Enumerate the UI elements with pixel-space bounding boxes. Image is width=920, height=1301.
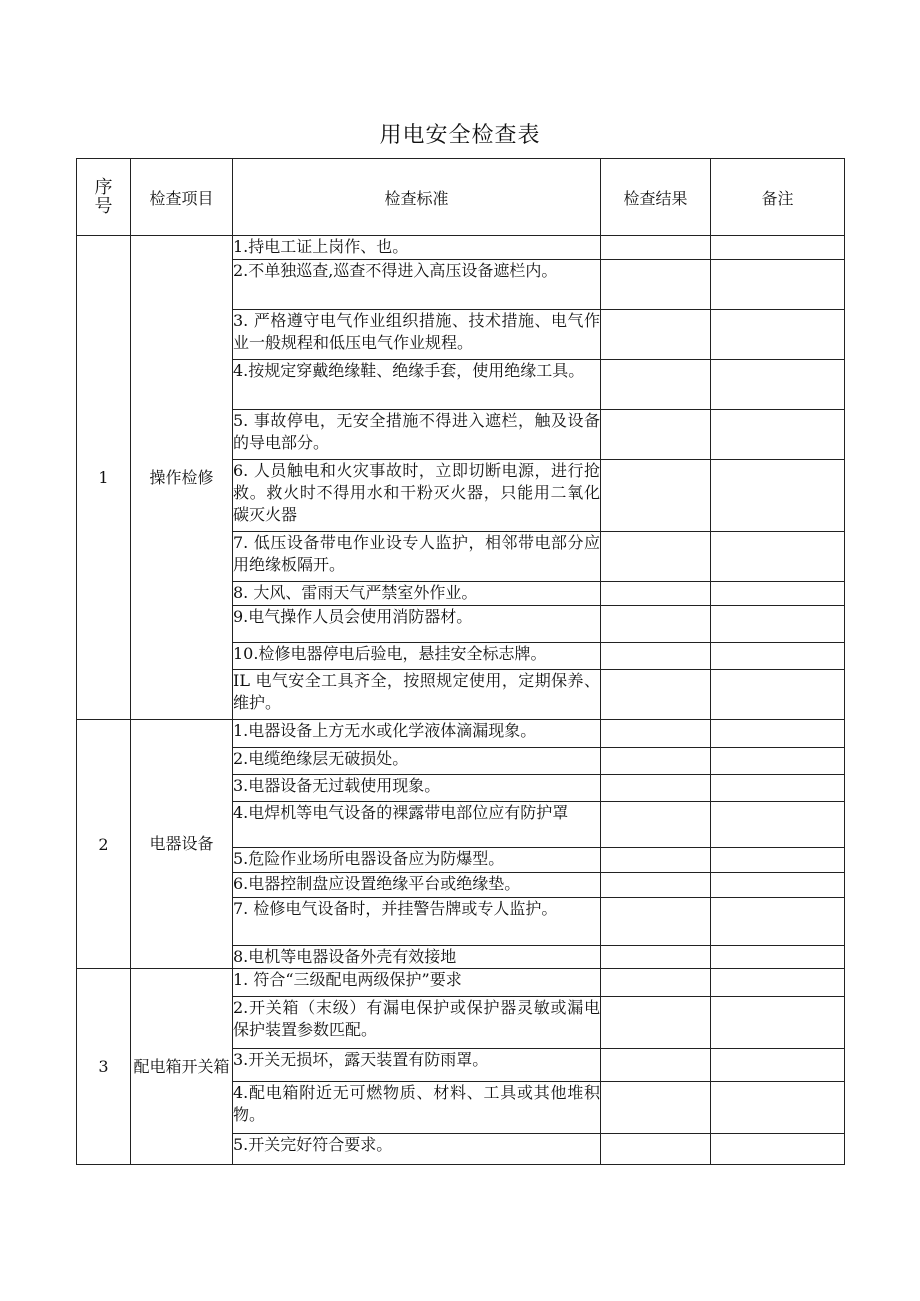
check-standard: 9.电气操作人员会使用消防器材。: [233, 606, 601, 643]
check-standard: 3.电器设备无过载使用现象。: [233, 775, 601, 802]
check-result-cell[interactable]: [601, 310, 711, 360]
remark-cell[interactable]: [711, 873, 845, 898]
check-standard: 2.开关箱（末级）有漏电保护或保护器灵敏或漏电保护装置参数匹配。: [233, 997, 601, 1049]
check-standard: 4.配电箱附近无可燃物质、材料、工具或其他堆积物。: [233, 1082, 601, 1134]
remark-cell[interactable]: [711, 260, 845, 310]
group-category: 操作检修: [131, 236, 233, 720]
remark-cell[interactable]: [711, 720, 845, 748]
check-standard: 6.电器控制盘应设置绝缘平台或绝缘垫。: [233, 873, 601, 898]
check-result-cell[interactable]: [601, 360, 711, 410]
remark-cell[interactable]: [711, 670, 845, 720]
check-standard: 6. 人员触电和火灾事故时，立即切断电源，进行抢救。救火时不得用水和干粉灭火器，只能用二氧化碳灭火器: [233, 460, 601, 532]
check-result-cell[interactable]: [601, 802, 711, 848]
remark-cell[interactable]: [711, 946, 845, 969]
table-row: [77, 720, 845, 748]
check-standard: 10.检修电器停电后验电，悬挂安全标志牌。: [233, 643, 601, 670]
header-seq: 序号: [77, 159, 131, 236]
remark-cell[interactable]: [711, 310, 845, 360]
check-result-cell[interactable]: [601, 873, 711, 898]
remark-cell[interactable]: [711, 748, 845, 775]
remark-cell[interactable]: [711, 410, 845, 460]
check-standard: 7. 低压设备带电作业设专人监护，相邻带电部分应用绝缘板隔开。: [233, 532, 601, 582]
remark-cell[interactable]: [711, 606, 845, 643]
remark-cell[interactable]: [711, 236, 845, 260]
check-standard: 1.持电工证上岗作、也。: [233, 236, 601, 260]
header-item: 检查项目: [131, 159, 233, 236]
remark-cell[interactable]: [711, 997, 845, 1049]
check-result-cell[interactable]: [601, 969, 711, 997]
group-category: 电器设备: [131, 720, 233, 969]
check-standard: 3. 严格遵守电气作业组织措施、技术措施、电气作业一般规程和低压电气作业规程。: [233, 310, 601, 360]
remark-cell[interactable]: [711, 898, 845, 946]
header-result: 检查结果: [601, 159, 711, 236]
check-result-cell[interactable]: [601, 410, 711, 460]
group-number: 1: [77, 236, 131, 720]
check-standard: 5.开关完好符合要求。: [233, 1134, 601, 1165]
remark-cell[interactable]: [711, 643, 845, 670]
remark-cell[interactable]: [711, 802, 845, 848]
remark-cell[interactable]: [711, 848, 845, 873]
check-standard: 5.危险作业场所电器设备应为防爆型。: [233, 848, 601, 873]
table-row: [77, 236, 845, 260]
check-standard: 2.电缆绝缘层无破损处。: [233, 748, 601, 775]
check-result-cell[interactable]: [601, 775, 711, 802]
group-number: 2: [77, 720, 131, 969]
remark-cell[interactable]: [711, 969, 845, 997]
remark-cell[interactable]: [711, 360, 845, 410]
remark-cell[interactable]: [711, 775, 845, 802]
check-result-cell[interactable]: [601, 643, 711, 670]
check-result-cell[interactable]: [601, 260, 711, 310]
check-standard: 8.电机等电器设备外壳有效接地: [233, 946, 601, 969]
group-number: 3: [77, 969, 131, 1165]
check-result-cell[interactable]: [601, 460, 711, 532]
remark-cell[interactable]: [711, 1134, 845, 1165]
check-standard: 3.开关无损坏，露天装置有防雨罩。: [233, 1049, 601, 1082]
header-row: [77, 159, 845, 236]
remark-cell[interactable]: [711, 1049, 845, 1082]
check-standard: 4.按规定穿戴绝缘鞋、绝缘手套，使用绝缘工具。: [233, 360, 601, 410]
check-result-cell[interactable]: [601, 898, 711, 946]
check-standard: 1. 符合“三级配电两级保护”要求: [233, 969, 601, 997]
check-standard: 5. 事故停电，无安全措施不得进入遮栏，触及设备的导电部分。: [233, 410, 601, 460]
check-standard: IL 电气安全工具齐全，按照规定使用，定期保养、维护。: [233, 670, 601, 720]
check-standard: 4.电焊机等电气设备的裸露带电部位应有防护罩: [233, 802, 601, 848]
check-result-cell[interactable]: [601, 670, 711, 720]
check-result-cell[interactable]: [601, 946, 711, 969]
table-row: [77, 969, 845, 997]
check-standard: 2.不单独巡查,巡查不得进入高压设备遮栏内。: [233, 260, 601, 310]
check-result-cell[interactable]: [601, 1082, 711, 1134]
remark-cell[interactable]: [711, 532, 845, 582]
check-result-cell[interactable]: [601, 748, 711, 775]
safety-check-table: [76, 158, 845, 1165]
header-remark: 备注: [711, 159, 845, 236]
check-standard: 1.电器设备上方无水或化学液体滴漏现象。: [233, 720, 601, 748]
page-title: 用电安全检查表: [379, 123, 541, 148]
check-standard: 7. 检修电气设备时，并挂警告牌或专人监护。: [233, 898, 601, 946]
check-result-cell[interactable]: [601, 848, 711, 873]
check-result-cell[interactable]: [601, 532, 711, 582]
header-standard: 检查标准: [233, 159, 601, 236]
check-result-cell[interactable]: [601, 236, 711, 260]
check-result-cell[interactable]: [601, 720, 711, 748]
check-result-cell[interactable]: [601, 1134, 711, 1165]
check-standard: 8. 大风、雷雨天气严禁室外作业。: [233, 582, 601, 606]
check-result-cell[interactable]: [601, 606, 711, 643]
group-category: 配电箱开关箱: [131, 969, 233, 1165]
check-result-cell[interactable]: [601, 997, 711, 1049]
check-result-cell[interactable]: [601, 1049, 711, 1082]
remark-cell[interactable]: [711, 460, 845, 532]
check-result-cell[interactable]: [601, 582, 711, 606]
remark-cell[interactable]: [711, 582, 845, 606]
remark-cell[interactable]: [711, 1082, 845, 1134]
